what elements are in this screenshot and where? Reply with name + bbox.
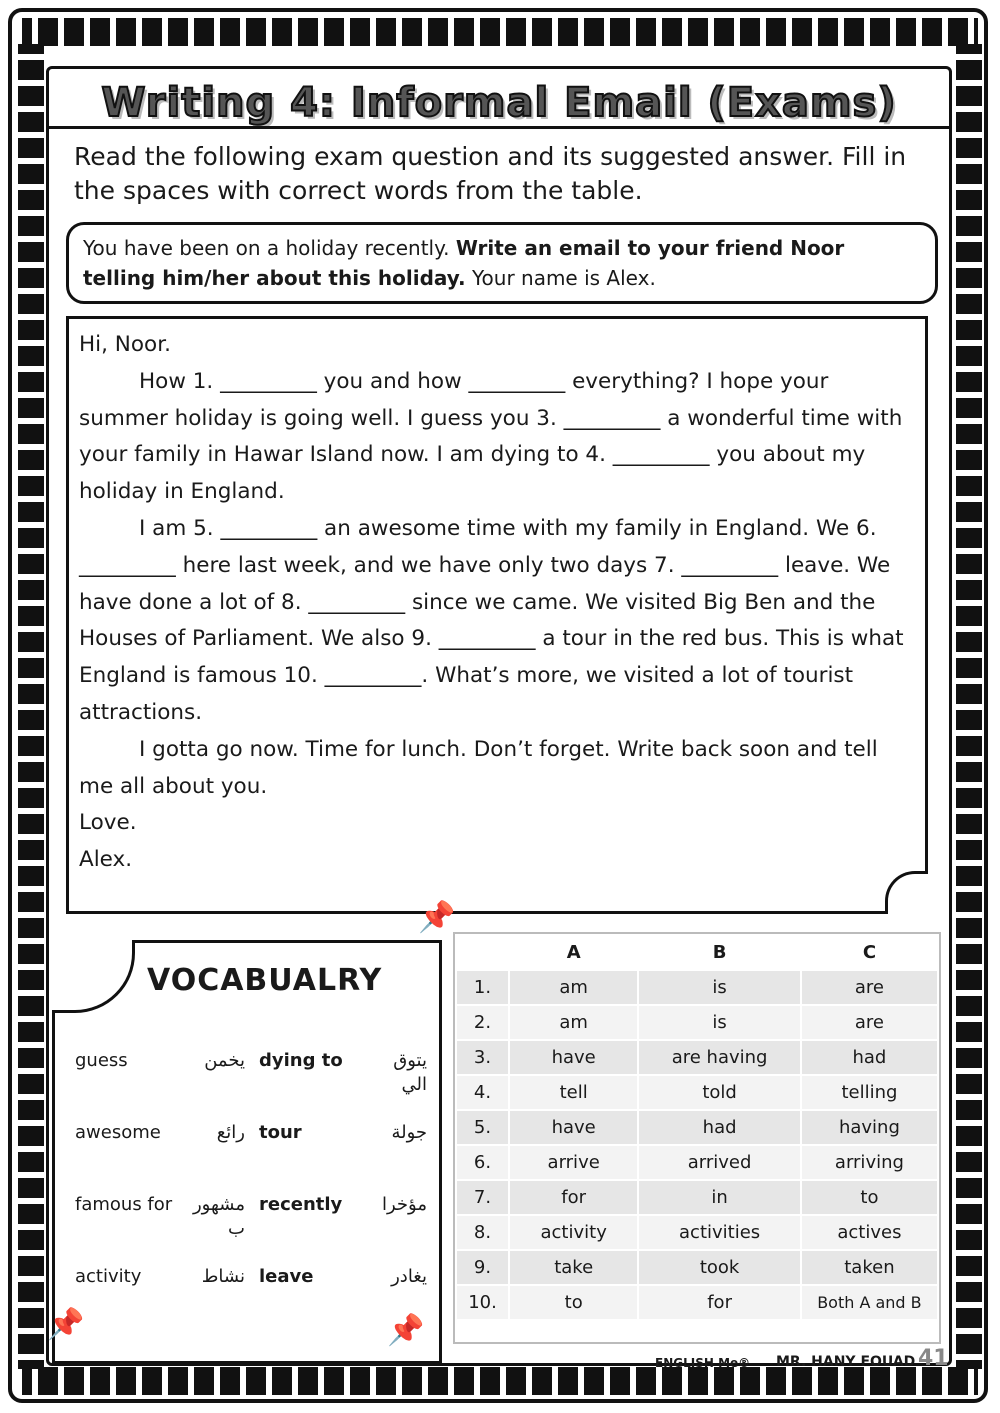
vocab-word: tour	[258, 1122, 302, 1143]
table-row	[456, 1250, 938, 1285]
task-instruction: Write an email to your friend Noor telling him/her about this holiday.	[83, 236, 845, 290]
table-row	[456, 1110, 938, 1145]
row-number: 2.	[456, 1005, 509, 1040]
column-header: A	[509, 935, 638, 970]
option-b: in	[638, 1180, 801, 1215]
vocab-word: dying to	[258, 1050, 343, 1071]
table-header-row	[456, 935, 938, 970]
option-a: have	[509, 1110, 638, 1145]
option-a: have	[509, 1040, 638, 1075]
email-paragraph-3: I gotta go now. Time for lunch. Don’t forget. Write back soon and tell me all about you.	[79, 736, 878, 799]
vocab-translation: جولة	[391, 1122, 427, 1143]
film-border-bottom	[22, 1367, 978, 1395]
option-a: am	[509, 1005, 638, 1040]
row-number: 3.	[456, 1040, 509, 1075]
option-c: arriving	[801, 1145, 938, 1180]
vocab-word: recently	[258, 1194, 343, 1215]
vocab-row	[75, 1049, 427, 1121]
table-row	[456, 1145, 938, 1180]
column-header: B	[638, 935, 801, 970]
table-row	[456, 1005, 938, 1040]
vocab-translation: نشاط	[201, 1266, 245, 1287]
vocab-word: activity	[75, 1266, 142, 1287]
option-a: arrive	[509, 1145, 638, 1180]
vocab-row	[75, 1193, 427, 1265]
option-b: had	[638, 1110, 801, 1145]
folded-corner	[52, 940, 135, 1013]
vocab-translation: يغادر	[391, 1266, 427, 1287]
vocab-word: famous for	[75, 1194, 173, 1215]
answer-options-table	[455, 934, 939, 1321]
option-c: having	[801, 1110, 938, 1145]
vocab-word: guess	[75, 1050, 128, 1071]
table-row	[456, 1040, 938, 1075]
vocabulary-heading: VOCABUALRY	[147, 963, 383, 998]
column-header: C	[801, 935, 938, 970]
option-a: tell	[509, 1075, 638, 1110]
vocab-translation: مؤخرا	[382, 1194, 427, 1215]
row-number: 4.	[456, 1075, 509, 1110]
vocab-word: awesome	[75, 1122, 161, 1143]
title-divider	[46, 126, 952, 129]
row-number: 10.	[456, 1285, 509, 1320]
email-paragraph-2: I am 5. _________ an awesome time with my family in England. We 6. _________ here last week, and we have only two days 7. _________ leave. We have done a lot of 8. _________ since we came. We visited Big Ben and the Houses of Parliament. We also 9. _________ a tour in the red bus. This is what England is famous 10. _________. What’s more, we visited a lot of tourist attractions.	[79, 515, 904, 725]
instructions-text: Read the following exam question and its suggested answer. Fill in the spaces with correct words from the table.	[74, 142, 907, 205]
option-c: are	[801, 970, 938, 1005]
column-header	[456, 935, 509, 970]
film-border-top	[22, 18, 978, 46]
task-name-note: Your name is Alex.	[465, 266, 656, 290]
option-c: to	[801, 1180, 938, 1215]
option-c: Both A and B	[801, 1285, 938, 1320]
option-b: is	[638, 970, 801, 1005]
option-b: took	[638, 1250, 801, 1285]
table-row	[456, 1180, 938, 1215]
brand-mark: ENGLISH Me®	[655, 1356, 751, 1370]
option-c: taken	[801, 1250, 938, 1285]
option-b: are having	[638, 1040, 801, 1075]
table-row	[456, 970, 938, 1005]
row-number: 9.	[456, 1250, 509, 1285]
row-number: 5.	[456, 1110, 509, 1145]
option-c: telling	[801, 1075, 938, 1110]
row-number: 6.	[456, 1145, 509, 1180]
email-answer-box	[66, 316, 928, 914]
option-a: for	[509, 1180, 638, 1215]
option-c: are	[801, 1005, 938, 1040]
row-number: 1.	[456, 970, 509, 1005]
option-a: take	[509, 1250, 638, 1285]
vocab-translation: يخمن	[204, 1050, 245, 1071]
option-b: is	[638, 1005, 801, 1040]
option-a: am	[509, 970, 638, 1005]
vocabulary-note	[47, 940, 442, 1364]
film-border-left	[18, 44, 44, 1369]
option-b: told	[638, 1075, 801, 1110]
worksheet-title: Writing 4: Informal Email (Exams)	[101, 80, 897, 126]
exam-question-box	[66, 222, 938, 304]
task-intro: You have been on a holiday recently.	[83, 236, 456, 260]
option-b: for	[638, 1285, 801, 1320]
option-c: actives	[801, 1215, 938, 1250]
vocab-translation: يتوق الي	[393, 1050, 427, 1095]
row-number: 7.	[456, 1180, 509, 1215]
option-a: activity	[509, 1215, 638, 1250]
vocab-translation: رائع	[216, 1122, 245, 1143]
table-row	[456, 1075, 938, 1110]
email-signature: Alex.	[79, 847, 133, 873]
film-border-right	[956, 44, 982, 1369]
vocab-row	[75, 1121, 427, 1193]
pushpin-icon: 📌	[418, 900, 456, 935]
pushpin-icon: 📌	[47, 1307, 85, 1342]
email-signoff: Love.	[79, 810, 137, 836]
table-row	[456, 1215, 938, 1250]
row-number: 8.	[456, 1215, 509, 1250]
author-credit: MR. HANY FOUAD	[776, 1354, 916, 1370]
option-c: had	[801, 1040, 938, 1075]
option-b: activities	[638, 1215, 801, 1250]
vocab-word: leave	[258, 1266, 314, 1287]
option-b: arrived	[638, 1145, 801, 1180]
table-row	[456, 1285, 938, 1320]
vocabulary-list	[75, 1049, 427, 1337]
vocab-translation: مشهور ب	[192, 1194, 245, 1239]
option-a: to	[509, 1285, 638, 1320]
pushpin-icon: 📌	[387, 1313, 425, 1348]
vocab-row	[75, 1265, 427, 1337]
email-paragraph-1: How 1. _________ you and how _________ everything? I hope your summer holiday is going well. I guess you 3. _________ a wonderful time with your family in Hawar Island now. I am dying to 4. _________ you about my holiday in England.	[79, 368, 903, 505]
email-greeting: Hi, Noor.	[79, 332, 171, 357]
page-number: 41	[918, 1346, 949, 1371]
